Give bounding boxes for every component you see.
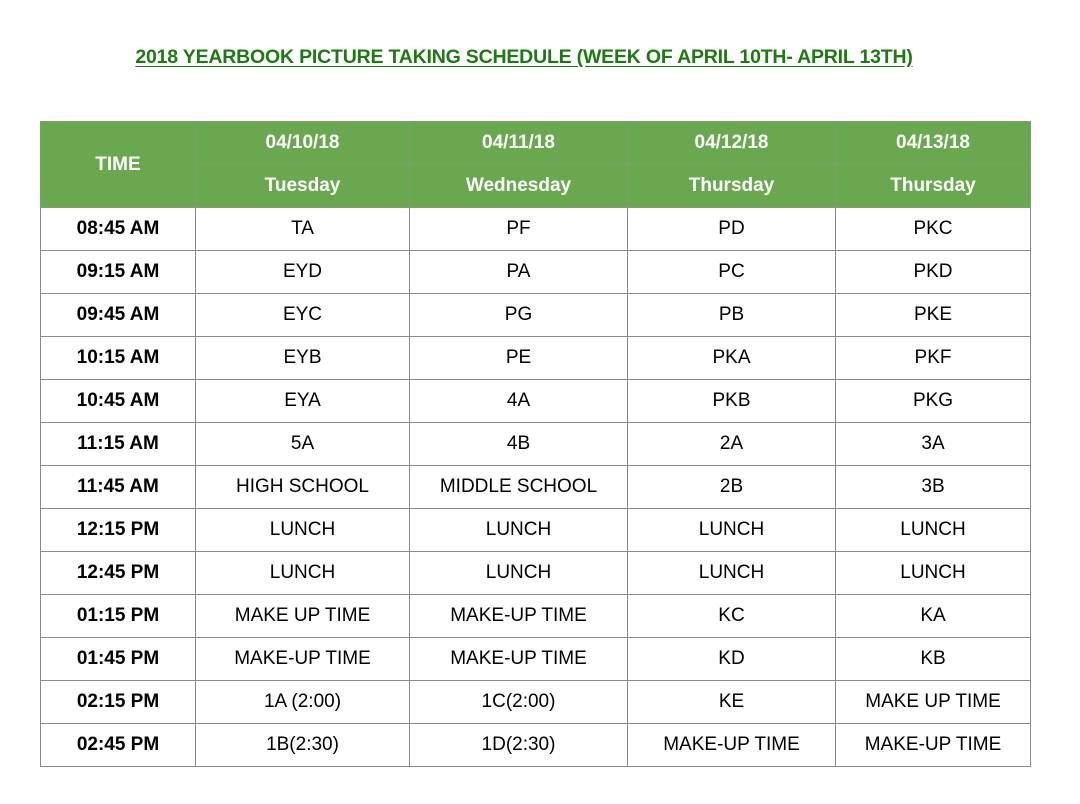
schedule-cell: PF [410,208,628,251]
table-row [41,423,1031,466]
schedule-cell: EYC [196,294,410,337]
schedule-cell: LUNCH [410,509,628,552]
schedule-cell: 4A [410,380,628,423]
schedule-cell: MIDDLE SCHOOL [410,466,628,509]
schedule-cell: MAKE-UP TIME [196,638,410,681]
schedule-cell: PG [410,294,628,337]
schedule-cell: 1D(2:30) [410,724,628,767]
day-weekday-header: Thursday [836,165,1031,208]
schedule-cell: 1C(2:00) [410,681,628,724]
schedule-cell: MAKE-UP TIME [628,724,836,767]
schedule-cell: LUNCH [836,552,1031,595]
schedule-cell: PB [628,294,836,337]
schedule-table [40,121,1031,767]
schedule-cell: LUNCH [196,552,410,595]
table-row [41,681,1031,724]
time-slot-cell: 12:15 PM [41,509,196,552]
table-row [41,208,1031,251]
time-slot-cell: 01:45 PM [41,638,196,681]
day-date-header: 04/12/18 [628,122,836,165]
schedule-cell: EYB [196,337,410,380]
time-slot-cell: 02:45 PM [41,724,196,767]
schedule-cell: PKB [628,380,836,423]
table-row [41,337,1031,380]
schedule-cell: EYA [196,380,410,423]
schedule-cell: LUNCH [410,552,628,595]
time-slot-cell: 09:15 AM [41,251,196,294]
schedule-cell: KC [628,595,836,638]
time-slot-cell: 01:15 PM [41,595,196,638]
time-slot-cell: 11:45 AM [41,466,196,509]
schedule-cell: PKE [836,294,1031,337]
schedule-cell: PKD [836,251,1031,294]
schedule-cell: KD [628,638,836,681]
schedule-cell: PD [628,208,836,251]
table-row [41,509,1031,552]
time-slot-cell: 12:45 PM [41,552,196,595]
table-row [41,251,1031,294]
schedule-cell: 3A [836,423,1031,466]
schedule-cell: PKA [628,337,836,380]
schedule-cell: MAKE UP TIME [836,681,1031,724]
table-row [41,294,1031,337]
schedule-cell: MAKE-UP TIME [410,638,628,681]
schedule-cell: KE [628,681,836,724]
day-weekday-header: Thursday [628,165,836,208]
schedule-cell: 3B [836,466,1031,509]
time-slot-cell: 10:15 AM [41,337,196,380]
day-date-header: 04/10/18 [196,122,410,165]
schedule-cell: PE [410,337,628,380]
table-row [41,380,1031,423]
schedule-cell: EYD [196,251,410,294]
schedule-cell: LUNCH [628,509,836,552]
day-weekday-header: Tuesday [196,165,410,208]
schedule-cell: 5A [196,423,410,466]
day-date-header: 04/13/18 [836,122,1031,165]
schedule-cell: 1A (2:00) [196,681,410,724]
day-weekday-header: Wednesday [410,165,628,208]
schedule-cell: PKG [836,380,1031,423]
page-title: 2018 YEARBOOK PICTURE TAKING SCHEDULE (WEEK OF APRIL 10TH- APRIL 13TH) [135,46,913,68]
schedule-cell: PKC [836,208,1031,251]
schedule-cell: MAKE UP TIME [196,595,410,638]
table-row [41,638,1031,681]
table-row [41,595,1031,638]
schedule-cell: LUNCH [836,509,1031,552]
schedule-cell: KA [836,595,1031,638]
schedule-cell: KB [836,638,1031,681]
schedule-cell: LUNCH [628,552,836,595]
time-slot-cell: 10:45 AM [41,380,196,423]
table-row [41,466,1031,509]
schedule-cell: 1B(2:30) [196,724,410,767]
schedule-cell: HIGH SCHOOL [196,466,410,509]
header-date-row [41,122,1031,165]
time-column-header: TIME [41,122,196,208]
table-row [41,724,1031,767]
schedule-cell: TA [196,208,410,251]
schedule-body [41,208,1031,767]
table-row [41,552,1031,595]
schedule-cell: MAKE-UP TIME [836,724,1031,767]
schedule-cell: PA [410,251,628,294]
schedule-cell: 2A [628,423,836,466]
time-slot-cell: 09:45 AM [41,294,196,337]
schedule-cell: 4B [410,423,628,466]
time-slot-cell: 11:15 AM [41,423,196,466]
time-slot-cell: 02:15 PM [41,681,196,724]
schedule-cell: MAKE-UP TIME [410,595,628,638]
day-date-header: 04/11/18 [410,122,628,165]
schedule-cell: PKF [836,337,1031,380]
schedule-cell: PC [628,251,836,294]
schedule-cell: LUNCH [196,509,410,552]
schedule-cell: 2B [628,466,836,509]
schedule-header [41,122,1031,208]
time-slot-cell: 08:45 AM [41,208,196,251]
